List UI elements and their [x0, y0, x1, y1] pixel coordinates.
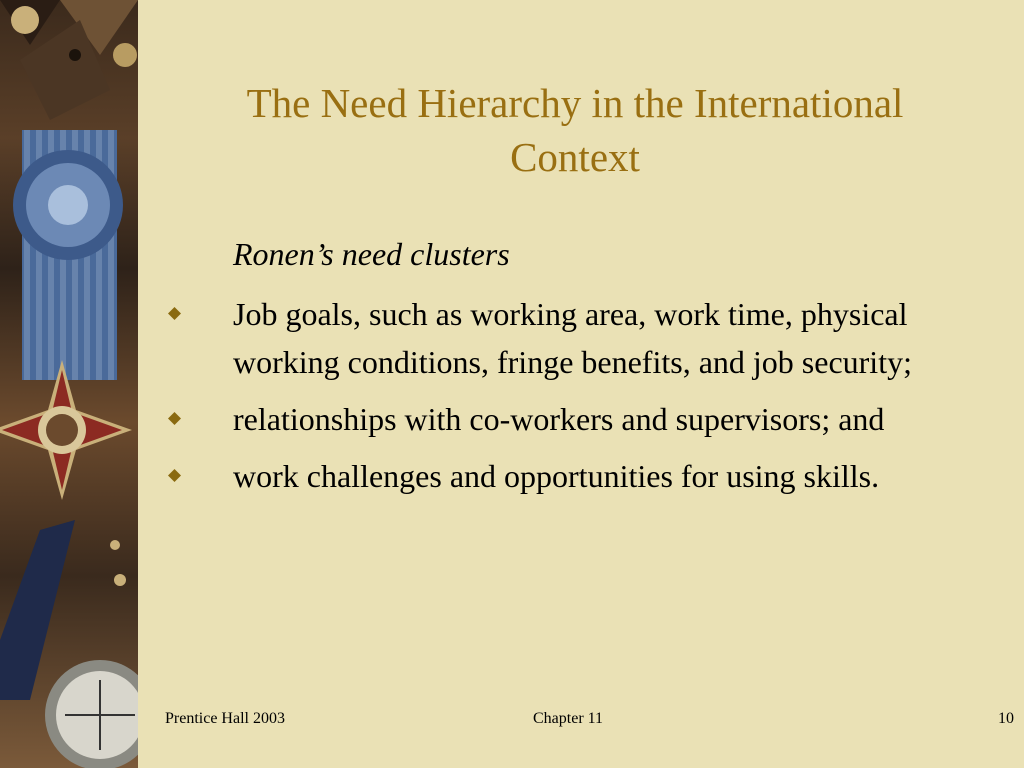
- diamond-bullet-icon: [168, 307, 181, 320]
- medal-illustration-icon: [0, 0, 138, 768]
- slide-title: [170, 76, 980, 184]
- diamond-bullet-icon: [168, 412, 181, 425]
- list-item: [168, 452, 988, 500]
- footer-page-number: 10: [998, 710, 1014, 727]
- footer-publisher: Prentice Hall 2003: [165, 710, 285, 727]
- slide-title-line-1: The Need Hierarchy in the International: [246, 80, 904, 126]
- bullet-list: [168, 290, 988, 509]
- footer-chapter: Chapter 11: [533, 710, 604, 727]
- slide-title-line-2: Context: [510, 134, 640, 180]
- subheading: Ronen’s need clusters: [233, 236, 510, 272]
- list-item: [168, 290, 988, 386]
- list-item: [168, 395, 988, 443]
- diamond-bullet-icon: [168, 469, 181, 482]
- bullet-text: Job goals, such as working area, work time, physical working conditions, fringe benefits, and job security;: [233, 296, 912, 380]
- bullet-text: work challenges and opportunities for using skills.: [233, 458, 880, 494]
- decorative-medal-image: [0, 0, 138, 768]
- bullet-text: relationships with co-workers and supervisors; and: [233, 401, 885, 437]
